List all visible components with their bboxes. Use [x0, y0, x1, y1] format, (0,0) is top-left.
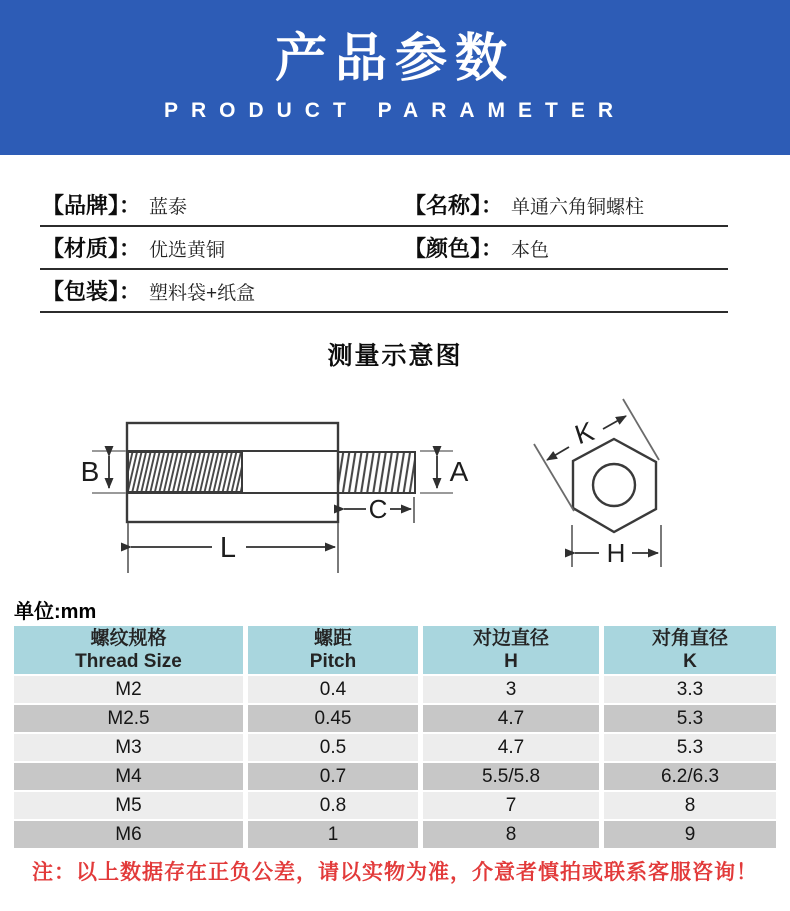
page-title: 产品参数: [274, 30, 515, 88]
table-cell: 9: [604, 821, 776, 848]
table-cell: 4.7: [423, 734, 599, 761]
col-header-pitch-en: Pitch: [309, 651, 357, 672]
dim-label-b: B: [80, 456, 100, 487]
hex-end-view: [534, 399, 661, 568]
brand-label: 【品牌】：: [42, 193, 142, 218]
dim-label-l: L: [219, 532, 237, 564]
product-info: [40, 184, 728, 313]
col-header-pitch-cn: 螺距: [313, 628, 352, 649]
banner: [0, 0, 790, 155]
dim-label-k: K: [571, 416, 598, 451]
units-note: 单位:mm: [14, 601, 97, 623]
info-row-packaging: [40, 270, 728, 313]
name-value: 单通六角铜螺柱: [511, 197, 645, 218]
col-header-thread-size: [14, 626, 243, 674]
table-cell: 5.3: [604, 705, 776, 732]
table-cell: 8: [423, 821, 599, 848]
info-color: [404, 232, 728, 263]
table-cell: 7: [423, 792, 599, 819]
info-row-material-color: [40, 227, 728, 270]
table-cell: 0.8: [248, 792, 418, 819]
table-cell: 6.2/6.3: [604, 763, 776, 790]
diagram-title: 测量示意图: [327, 342, 463, 370]
table-cell: 5.5/5.8: [423, 763, 599, 790]
page-subtitle: PRODUCT PARAMETER: [163, 99, 627, 122]
col-header-flats-cn: 对边直径: [472, 628, 549, 649]
table-cell: 0.7: [248, 763, 418, 790]
table-cell: M4: [14, 763, 243, 790]
color-value: 本色: [511, 240, 550, 261]
measurement-diagram: [60, 390, 760, 585]
male-thread-stud: [338, 452, 415, 493]
hex-bore-circle: [593, 464, 635, 506]
info-brand: [40, 189, 404, 220]
table-cell: M6: [14, 821, 243, 848]
table-cell: 3.3: [604, 676, 776, 703]
col-header-flats-h: [423, 626, 599, 674]
col-header-corners-en: K: [683, 651, 697, 672]
table-cell: 0.4: [248, 676, 418, 703]
col-header-corners-k: [604, 626, 776, 674]
table-cell: 0.45: [248, 705, 418, 732]
info-name: [404, 189, 728, 220]
table-cell: 0.5: [248, 734, 418, 761]
col-header-thread-size-en: Thread Size: [75, 651, 182, 672]
dim-label-h: H: [606, 538, 626, 568]
info-packaging: [40, 275, 404, 306]
table-cell: 3: [423, 676, 599, 703]
dim-label-c: C: [368, 494, 388, 524]
table-cell: M5: [14, 792, 243, 819]
dim-label-a: A: [449, 456, 469, 487]
spec-table: [14, 626, 776, 848]
table-cell: M3: [14, 734, 243, 761]
packaging-value: 塑料袋+纸盒: [149, 283, 256, 304]
material-label: 【材质】：: [42, 236, 142, 261]
table-cell: 1: [248, 821, 418, 848]
table-cell: M2: [14, 676, 243, 703]
color-label: 【颜色】：: [404, 236, 504, 261]
col-header-flats-en: H: [504, 651, 518, 672]
col-header-thread-size-cn: 螺纹规格: [90, 628, 167, 649]
table-cell: M2.5: [14, 705, 243, 732]
tolerance-note: 注：以上数据存在正负公差，请以实物为准，介意者慎拍或联系客服咨询！: [32, 861, 758, 884]
name-label: 【名称】：: [404, 193, 504, 218]
info-material: [40, 232, 404, 263]
info-row-brand-name: [40, 184, 728, 227]
col-header-corners-cn: 对角直径: [651, 628, 728, 649]
table-cell: 8: [604, 792, 776, 819]
female-thread-hatch: [128, 452, 242, 492]
col-header-pitch: [248, 626, 418, 674]
table-cell: 4.7: [423, 705, 599, 732]
table-cell: 5.3: [604, 734, 776, 761]
packaging-label: 【包装】：: [42, 279, 142, 304]
material-value: 优选黄铜: [149, 240, 226, 261]
brand-value: 蓝泰: [149, 197, 188, 218]
standoff-side-view: [81, 423, 469, 573]
